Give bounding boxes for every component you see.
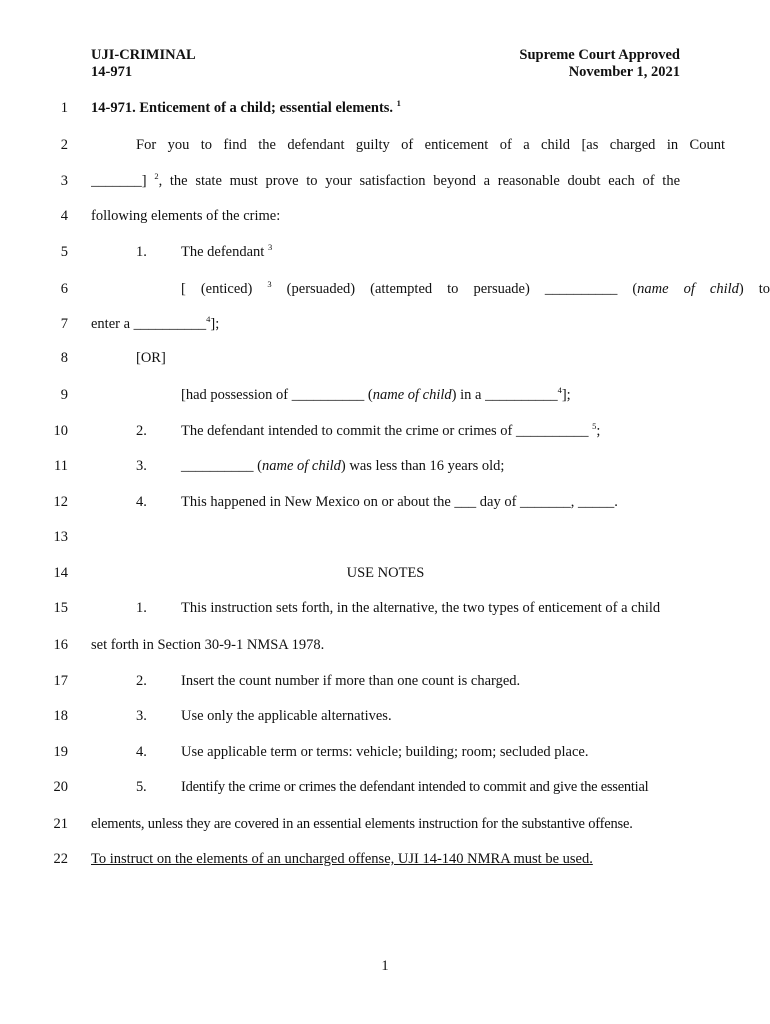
line-number: 4	[60, 208, 68, 224]
body-text	[91, 313, 680, 335]
item-number: 4.	[136, 744, 147, 760]
document-line	[0, 241, 770, 263]
document-line	[0, 278, 770, 300]
document-line	[0, 741, 770, 763]
line-number: 6	[60, 281, 68, 297]
footnote-ref: 3	[267, 242, 273, 252]
text-span: ) to	[738, 281, 770, 297]
line-number: 19	[53, 744, 68, 760]
document-line	[0, 420, 770, 442]
line-number: 5	[60, 244, 68, 260]
document-line	[0, 597, 770, 619]
document-line	[0, 170, 770, 192]
text-span: enter a __________	[91, 316, 207, 332]
line-number: 13	[53, 529, 68, 545]
count-blank: _______]	[91, 173, 147, 189]
item-number: 4.	[136, 494, 147, 510]
line-number: 22	[53, 851, 68, 867]
item-text: The defendant intended to commit the crime or crimes of __________	[181, 423, 589, 439]
use-notes-heading: USE NOTES	[346, 565, 425, 581]
item-text: Insert the count number if more than one count is charged.	[181, 673, 521, 689]
line-number: 18	[53, 708, 68, 724]
line-number: 12	[53, 494, 68, 510]
text-span: ) was less than 16 years old;	[340, 458, 505, 474]
text-span: , the state must prove to your satisfaction beyond a reasonable doubt each of the	[158, 173, 680, 189]
header-approval: Supreme Court Approved	[519, 47, 680, 63]
document-line	[0, 670, 770, 692]
line-number: 11	[54, 458, 68, 474]
line-number: 15	[53, 600, 68, 616]
header-title: UJI-CRIMINAL	[91, 47, 196, 63]
header-left	[91, 47, 196, 81]
body-text: following elements of the crime:	[91, 208, 281, 224]
line-number: 1	[60, 100, 68, 116]
item-number: 3.	[136, 708, 147, 724]
document-line	[0, 347, 770, 369]
item-number: 1.	[136, 600, 147, 616]
instruction-title	[91, 97, 680, 119]
line-number: 21	[53, 816, 68, 832]
header-date: November 1, 2021	[568, 64, 680, 80]
document-line	[0, 705, 770, 727]
body-text	[91, 278, 770, 300]
footnote-ref: 4	[206, 314, 211, 324]
document-line	[0, 526, 770, 548]
line-number: 10	[53, 423, 68, 439]
document-line	[0, 97, 770, 119]
item-text: __________ (	[181, 458, 262, 474]
line-number: 9	[60, 387, 68, 403]
line-number: 14	[53, 565, 68, 581]
use-note-item	[91, 776, 680, 798]
text-span: ];	[210, 316, 220, 332]
item-text: Identify the crime or crimes the defendant intended to commit and give the essential	[181, 779, 649, 795]
line-number: 16	[53, 637, 68, 653]
item-number: 5.	[136, 779, 147, 795]
document-line	[0, 134, 770, 156]
or-marker: [OR]	[136, 350, 166, 366]
text-span: (persuaded) (attempted to persuade) __________ (	[271, 281, 638, 297]
line-number: 3	[60, 173, 68, 189]
use-note-item	[91, 670, 680, 692]
item-text: This happened in New Mexico on or about the ___ day of _______, _____.	[181, 494, 618, 510]
text-span: ];	[561, 387, 571, 403]
use-note-item	[91, 705, 680, 727]
element-item	[91, 420, 680, 442]
item-number: 1.	[136, 244, 147, 260]
body-text	[91, 384, 770, 406]
document-line	[0, 491, 770, 513]
item-text: The defendant	[181, 244, 265, 260]
item-text: This instruction sets forth, in the alternative, the two types of enticement of a child	[181, 600, 661, 616]
element-item	[91, 491, 680, 513]
line-number: 17	[53, 673, 68, 689]
document-line	[0, 384, 770, 406]
item-text: Use applicable term or terms: vehicle; building; room; secluded place.	[181, 744, 589, 760]
document-line	[0, 562, 770, 584]
document-line	[0, 776, 770, 798]
text-span: ;	[596, 423, 601, 439]
document-line	[0, 313, 770, 335]
underlined-note: To instruct on the elements of an uncharged offense, UJI 14-140 NMRA must be used.	[91, 851, 593, 867]
italic-placeholder: name of child	[261, 458, 341, 474]
document-line	[0, 205, 770, 227]
footnote-ref: 4	[557, 385, 562, 395]
body-text	[91, 170, 680, 192]
body-text: set forth in Section 30-9-1 NMSA 1978.	[91, 637, 325, 653]
item-number: 2.	[136, 423, 147, 439]
footnote-ref: 1	[396, 98, 401, 108]
italic-placeholder: name of child	[637, 281, 739, 297]
body-text: For you to find the defendant guilty of enticement of a child [as charged in Count	[136, 137, 725, 153]
text-span: [ (enticed)	[181, 281, 253, 297]
use-note-item	[91, 597, 680, 619]
line-number: 2	[60, 137, 68, 153]
text-span: [had possession of __________ (	[181, 387, 373, 403]
body-text: elements, unless they are covered in an essential elements instruction for the substantive offense.	[91, 816, 633, 832]
italic-placeholder: name of child	[372, 387, 452, 403]
line-number: 20	[53, 779, 68, 795]
text-span: ) in a __________	[451, 387, 558, 403]
element-item	[91, 241, 680, 263]
document-line	[0, 455, 770, 477]
item-number: 2.	[136, 673, 147, 689]
document-line	[0, 813, 770, 835]
line-number: 7	[60, 316, 68, 332]
document-line	[0, 848, 770, 870]
page-number: 1	[381, 958, 389, 974]
line-number: 8	[60, 350, 68, 366]
header-right	[519, 47, 680, 81]
header-instruction-number: 14-971	[91, 64, 133, 80]
footnote-ref: 3	[267, 279, 272, 289]
footnote-ref: 2	[154, 171, 159, 181]
footnote-ref: 5	[592, 421, 597, 431]
use-note-item	[91, 741, 680, 763]
document-line	[0, 634, 770, 656]
title-text: 14-971. Enticement of a child; essential elements.	[91, 100, 394, 116]
element-item	[91, 455, 680, 477]
item-text: Use only the applicable alternatives.	[181, 708, 392, 724]
item-number: 3.	[136, 458, 147, 474]
